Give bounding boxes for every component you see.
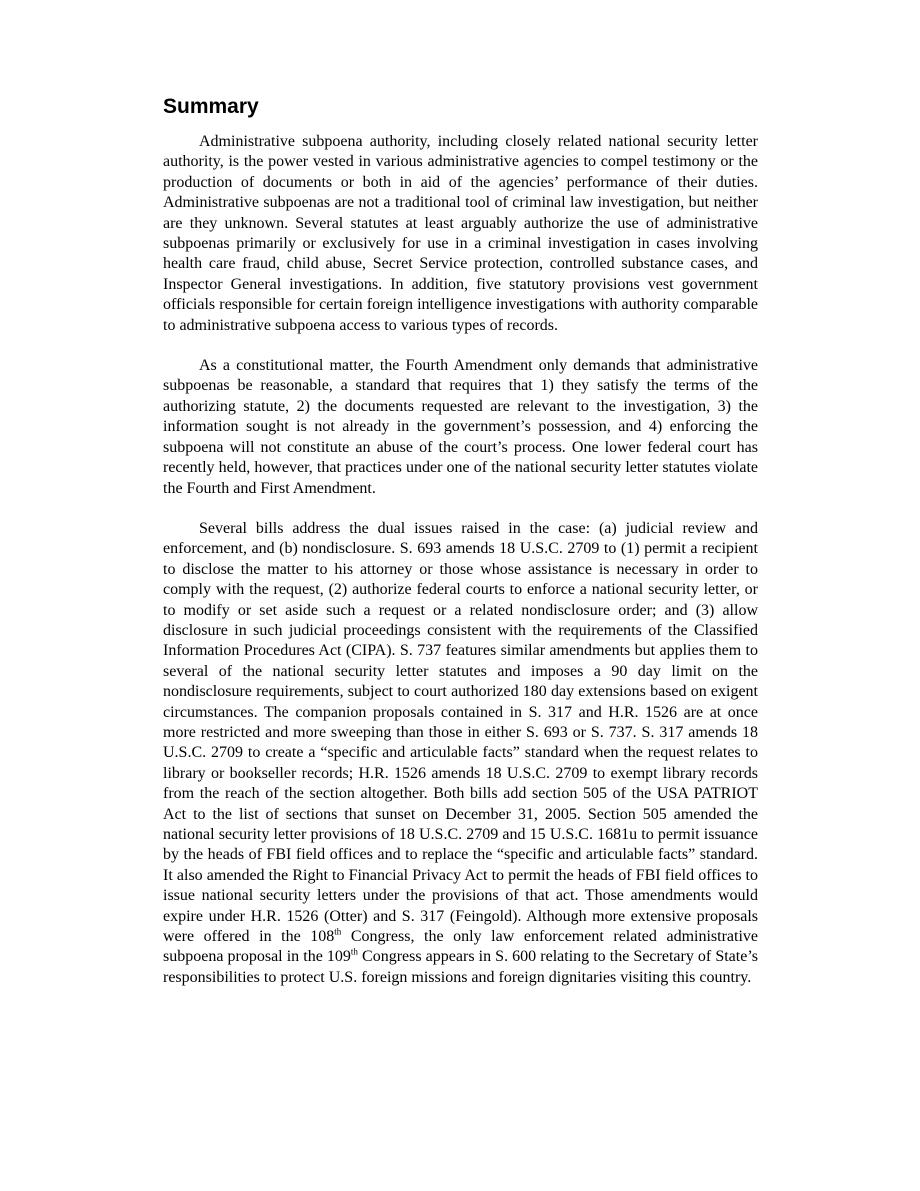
document-page — [163, 92, 758, 1008]
paragraph-3 — [163, 519, 758, 988]
section-heading: Summary — [163, 95, 259, 118]
paragraph-3-text-middle: Congress, the only law enforcement related administrative subpoena proposal in the 109 — [163, 928, 759, 966]
paragraph-3-text-start: Several bills address the dual issues raised in the case: (a) judicial review and enforcement, and (b) nondisclosure. S. 693 amends 18 U.S.C. 2709 to (1) permit a recipient to disclose the matter to his attorney or those whose assistance is necessary in order to comply with the request, (2) authorize federal courts to enforce a national security letter, or to modify or set aside such a request or a related nondisclosure order; and (3) allow disclosure in such judicial proceedings consistent with the requirements of the Classified Information Procedures Act (CIPA). S. 737 features similar amendments but applies them to several of the national security letter statutes and imposes a 90 day limit on the nondisclosure requirements, subject to court authorized 180 day extensions based on exigent circumstances. The companion proposals contained in S. 317 and H.R. 1526 are at once more restricted and more sweeping than those in either S. 693 or S. 737. S. 317 amends 18 U.S.C. 2709 to create a “specific and articulable facts” standard when the request relates to library or bookseller records; H.R. 1526 amends 18 U.S.C. 2709 to exempt library records from the reach of the section altogether. Both bills add section 505 of the USA PATRIOT Act to the list of sections that sunset on December 31, 2005. Section 505 amended the national security letter provisions of 18 U.S.C. 2709 and 15 U.S.C. 1681u to permit issuance by the heads of FBI field offices and to replace the “specific and articulable facts” standard. It also amended the Right to Financial Privacy Act to permit the heads of FBI field offices to issue national security letters under the provisions of that act. Those amendments would expire under H.R. 1526 (Otter) and S. 317 (Feingold). Although more extensive proposals were offered in the 108 — [163, 519, 758, 946]
superscript-ordinal-1: th — [334, 926, 342, 937]
paragraph-1: Administrative subpoena authority, including closely related national security letter authority, is the power vested in various administrative agencies to compel testimony or the production of documents or both in aid of the agencies’ performance of their duties. Administrative subpoenas are not a traditional tool of criminal law investigation, but neither are they unknown. Several statutes at least arguably authorize the use of administrative subpoenas primarily or exclusively for use in a criminal investigation in cases involving health care fraud, child abuse, Secret Service protection, controlled substance cases, and Inspector General investigations. In addition, five statutory provisions vest government officials responsible for certain foreign intelligence investigations with authority comparable to administrative subpoena access to various types of records. — [163, 133, 758, 334]
paragraph-3-text-end: Congress appears in S. 600 relating to the Secretary of State’s responsibilities to protect U.S. foreign missions and foreign dignitaries visiting this country. — [163, 948, 759, 986]
paragraph-2: As a constitutional matter, the Fourth Amendment only demands that administrative subpoenas be reasonable, a standard that requires that 1) they satisfy the terms of the authorizing statute, 2) the documents requested are relevant to the investigation, 3) the information sought is not already in the government’s possession, and 4) enforcing the subpoena will not constitute an abuse of the court’s process. One lower federal court has recently held, however, that practices under one of the national security letter statutes violate the Fourth and First Amendment. — [163, 357, 758, 497]
superscript-ordinal-2: th — [350, 947, 358, 958]
